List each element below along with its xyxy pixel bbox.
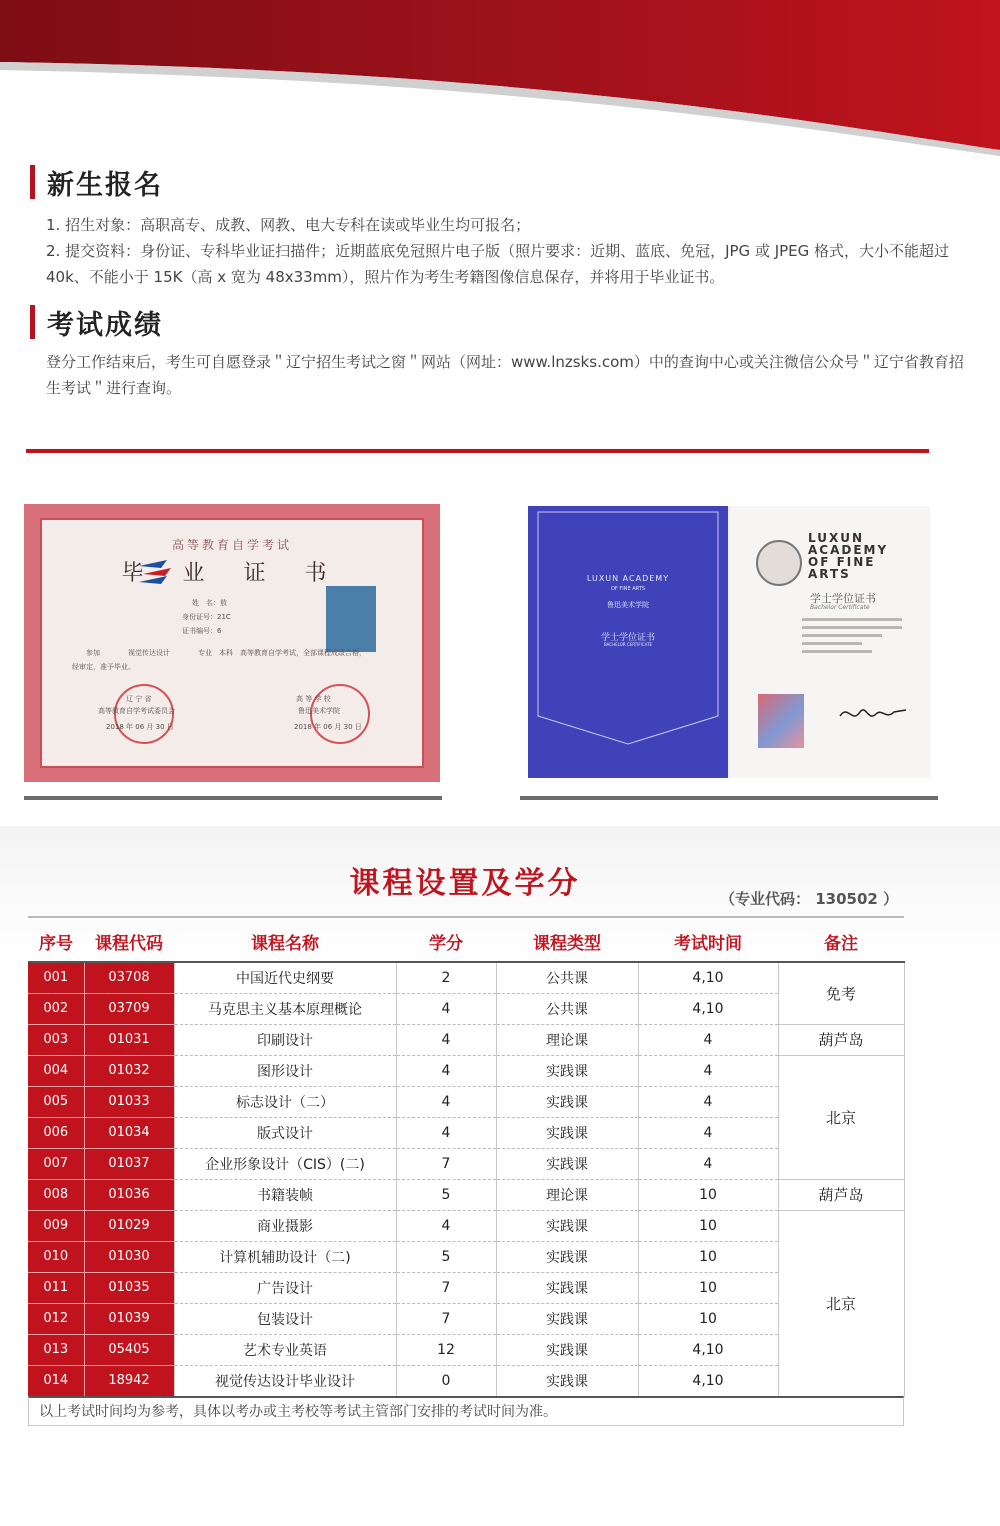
diploma-certno-line: 证书编号：6 <box>182 627 222 635</box>
certificate-text-lines <box>802 618 902 658</box>
cell-seq-no: 010 <box>28 1241 84 1272</box>
cell-course-name: 中国近代史纲要 <box>174 962 396 993</box>
cell-exam-time: 10 <box>638 1210 778 1241</box>
table-row <box>28 993 904 1024</box>
cell-seq-no: 012 <box>28 1303 84 1334</box>
cell-course-code: 01033 <box>84 1086 174 1117</box>
diploma-body-text: 参加 视觉传达设计 专业 本科 高等教育自学考试，全部课程成绩合格， <box>86 649 366 657</box>
cell-exam-time: 10 <box>638 1241 778 1272</box>
table-header-row <box>28 922 904 962</box>
col-header: 课程类型 <box>533 934 601 954</box>
cell-exam-time: 4 <box>638 1117 778 1148</box>
cover-en-line-1: LUXUN ACADEMY <box>586 574 670 583</box>
cell-course-type: 理论课 <box>496 1179 638 1210</box>
cell-credit: 4 <box>396 993 496 1024</box>
diploma-big-title: 毕 业 证 书 <box>121 561 343 586</box>
cell-exam-time: 4 <box>638 1148 778 1179</box>
col-header: 课程代码 <box>95 934 163 954</box>
cell-seq-no: 011 <box>28 1272 84 1303</box>
course-table-title: 课程设置及学分 <box>349 866 581 901</box>
diploma-date-right: 2018 年 06 月 30 日 <box>294 723 362 731</box>
table-row <box>28 1241 904 1272</box>
photo-underline <box>24 796 442 800</box>
cell-credit: 0 <box>396 1365 496 1396</box>
course-table-body <box>28 962 904 1396</box>
cell-seq-no: 006 <box>28 1117 84 1148</box>
cell-course-code: 01035 <box>84 1272 174 1303</box>
cell-course-type: 公共课 <box>496 962 638 993</box>
cell-course-code: 01036 <box>84 1179 174 1210</box>
table-row <box>28 1272 904 1303</box>
diploma-inner-frame <box>40 518 424 768</box>
cell-credit: 7 <box>396 1303 496 1334</box>
diploma-date-left: 2018 年 06 月 30 日 <box>106 723 174 731</box>
academy-en-name <box>808 532 888 580</box>
cell-seq-no: 004 <box>28 1055 84 1086</box>
diploma-id-line: 身份证号：21C <box>182 613 231 621</box>
cell-credit: 12 <box>396 1334 496 1365</box>
table-row <box>28 1210 904 1241</box>
cell-seq-no: 009 <box>28 1210 84 1241</box>
cell-exam-time: 4 <box>638 1055 778 1086</box>
cell-course-code: 05405 <box>84 1334 174 1365</box>
cell-course-name: 马克思主义基本原理概论 <box>174 993 396 1024</box>
table-note: 以上考试时间均为参考，具体以考办或主考校等考试主管部门安排的考试时间为准。 <box>28 1396 904 1426</box>
table-top-rule <box>28 916 904 918</box>
cell-exam-time: 4,10 <box>638 1334 778 1365</box>
section-title: 新生报名 <box>47 169 163 201</box>
cell-credit: 4 <box>396 1210 496 1241</box>
diploma-school-label: 高 等 学 校 <box>296 695 331 703</box>
cell-course-type: 实践课 <box>496 1117 638 1148</box>
cell-credit: 4 <box>396 1086 496 1117</box>
cell-remark: 北京 <box>778 1210 904 1396</box>
col-header: 序号 <box>39 934 73 954</box>
certificate-inner-page <box>730 506 930 778</box>
cell-course-code: 18942 <box>84 1365 174 1396</box>
section-title: 考试成绩 <box>47 309 163 341</box>
cell-credit: 4 <box>396 1117 496 1148</box>
cell-course-type: 理论课 <box>496 1024 638 1055</box>
major-code: （专业代码： 130502 ） <box>720 890 899 908</box>
cell-seq-no: 007 <box>28 1148 84 1179</box>
bachelor-title: 学士学位证书 <box>810 592 876 605</box>
cover-cn-name: 鲁迅美术学院 <box>607 601 649 609</box>
cell-course-code: 03709 <box>84 993 174 1024</box>
cell-course-name: 企业形象设计（CIS）(二) <box>174 1148 396 1179</box>
cell-course-name: 印刷设计 <box>174 1024 396 1055</box>
table-row <box>28 1086 904 1117</box>
cell-remark: 葫芦岛 <box>778 1179 904 1210</box>
cell-credit: 7 <box>396 1272 496 1303</box>
cell-course-name: 计算机辅助设计（二) <box>174 1241 396 1272</box>
cover-title-en: BACHELOR CERTIFICATE <box>603 642 653 647</box>
cell-remark: 北京 <box>778 1055 904 1179</box>
cell-course-type: 实践课 <box>496 1210 638 1241</box>
cell-course-type: 实践课 <box>496 1365 638 1396</box>
cell-credit: 5 <box>396 1179 496 1210</box>
scores-text: 登分工作结束后，考生可自愿登录＂辽宁招生考试之窗＂网站（网址：www.lnzsks.com）中的查询中心或关注微信公众号＂辽宁省教育招生考试＂进行查询。 <box>46 353 964 397</box>
cell-seq-no: 014 <box>28 1365 84 1396</box>
cell-course-type: 实践课 <box>496 1055 638 1086</box>
cell-exam-time: 4,10 <box>638 962 778 993</box>
cell-course-code: 01031 <box>84 1024 174 1055</box>
cell-course-type: 公共课 <box>496 993 638 1024</box>
cell-course-name: 包装设计 <box>174 1303 396 1334</box>
certificate-blue-cover <box>528 506 728 778</box>
academy-emblem-icon <box>756 540 802 586</box>
academy-en-line: LUXUN <box>808 531 865 545</box>
cell-seq-no: 008 <box>28 1179 84 1210</box>
cell-course-name: 版式设计 <box>174 1117 396 1148</box>
cell-course-code: 01029 <box>84 1210 174 1241</box>
cover-title: 学士学位证书 <box>600 633 655 643</box>
table-row <box>28 1148 904 1179</box>
cell-course-name: 艺术专业英语 <box>174 1334 396 1365</box>
col-header: 学分 <box>429 934 463 954</box>
divider-rule <box>26 449 929 453</box>
table-row <box>28 1303 904 1334</box>
cell-seq-no: 001 <box>28 962 84 993</box>
diploma-photo-avatar <box>326 586 376 652</box>
section-scores-heading <box>30 302 163 342</box>
cell-exam-time: 10 <box>638 1179 778 1210</box>
col-header: 考试时间 <box>674 934 742 954</box>
enroll-line-1: 1. 招生对象：高职高专、成教、网教、电大专科在读或毕业生均可报名； <box>46 216 531 234</box>
cell-course-type: 实践课 <box>496 1303 638 1334</box>
cell-course-type: 实践课 <box>496 1272 638 1303</box>
cell-seq-no: 013 <box>28 1334 84 1365</box>
cell-course-code: 03708 <box>84 962 174 993</box>
cell-exam-time: 4 <box>638 1086 778 1117</box>
cell-course-code: 01030 <box>84 1241 174 1272</box>
diploma-issuer-left: 高等教育自学考试委员会 <box>98 707 175 715</box>
cell-course-name: 标志设计（二） <box>174 1086 396 1117</box>
cell-seq-no: 002 <box>28 993 84 1024</box>
cell-course-name: 广告设计 <box>174 1272 396 1303</box>
cell-course-name: 书籍装帧 <box>174 1179 396 1210</box>
enroll-line-2: 2. 提交资料：身份证、专科毕业证扫描件；近期蓝底免冠照片电子版（照片要求：近期、蓝底、免冠，JPG 或 JPEG 格式，大小不能超过 40k、不能小于 15K（高 x 宽为 48x33mm），照片作为考生考籍图像信息保存，并将用于毕业证书。 <box>46 242 950 286</box>
course-table <box>28 922 905 1397</box>
cell-credit: 2 <box>396 962 496 993</box>
col-header: 备注 <box>824 934 858 954</box>
bachelor-title-en: Bachelor Certificate <box>810 604 870 611</box>
cell-credit: 4 <box>396 1055 496 1086</box>
table-row <box>28 962 904 993</box>
cell-course-type: 实践课 <box>496 1241 638 1272</box>
academy-en-line: OF FINE <box>808 555 876 569</box>
cell-course-code: 01032 <box>84 1055 174 1086</box>
cell-course-name: 图形设计 <box>174 1055 396 1086</box>
academy-en-line: ACADEMY <box>808 543 889 557</box>
cell-credit: 4 <box>396 1024 496 1055</box>
cell-seq-no: 005 <box>28 1086 84 1117</box>
cell-course-code: 01034 <box>84 1117 174 1148</box>
diploma-issuer-right: 鲁迅美术学院 <box>298 707 340 715</box>
cell-credit: 5 <box>396 1241 496 1272</box>
cell-course-code: 01039 <box>84 1303 174 1334</box>
table-row <box>28 1117 904 1148</box>
col-header: 课程名称 <box>251 934 319 954</box>
cell-exam-time: 4 <box>638 1024 778 1055</box>
heading-accent-bar <box>30 305 35 339</box>
table-row <box>28 1334 904 1365</box>
section-enroll-heading <box>30 162 163 202</box>
cover-en-line-2: OF FINE ARTS <box>611 586 645 592</box>
cell-seq-no: 003 <box>28 1024 84 1055</box>
cell-course-name: 视觉传达设计毕业设计 <box>174 1365 396 1396</box>
cell-exam-time: 4,10 <box>638 993 778 1024</box>
cell-credit: 7 <box>396 1148 496 1179</box>
heading-accent-bar <box>30 165 35 199</box>
top-decorative-band <box>0 0 1000 160</box>
cell-course-type: 实践课 <box>496 1086 638 1117</box>
diploma-certificate-photo <box>24 504 440 782</box>
cell-exam-time: 10 <box>638 1272 778 1303</box>
table-row <box>28 1179 904 1210</box>
diploma-name-line: 姓 名：敖 <box>192 599 227 607</box>
cell-exam-time: 10 <box>638 1303 778 1334</box>
table-row <box>28 1365 904 1396</box>
cell-course-type: 实践课 <box>496 1334 638 1365</box>
cell-exam-time: 4,10 <box>638 1365 778 1396</box>
bachelor-certificate-photo <box>528 506 930 778</box>
cell-course-type: 实践课 <box>496 1148 638 1179</box>
diploma-header: 高等教育自学考试 <box>171 538 292 552</box>
cover-border-shield <box>536 510 720 748</box>
cell-remark: 葫芦岛 <box>778 1024 904 1055</box>
table-row <box>28 1024 904 1055</box>
academy-en-line: ARTS <box>808 567 851 581</box>
cell-course-name: 商业摄影 <box>174 1210 396 1241</box>
table-row <box>28 1055 904 1086</box>
cell-course-code: 01037 <box>84 1148 174 1179</box>
signature-icon <box>838 702 908 726</box>
cell-remark: 免考 <box>778 962 904 1024</box>
blurred-photo <box>758 694 804 748</box>
diploma-province: 辽 宁 省 <box>126 695 152 703</box>
photo-underline <box>520 796 938 800</box>
diploma-body-text-2: 经审定，准予毕业。 <box>72 663 135 671</box>
